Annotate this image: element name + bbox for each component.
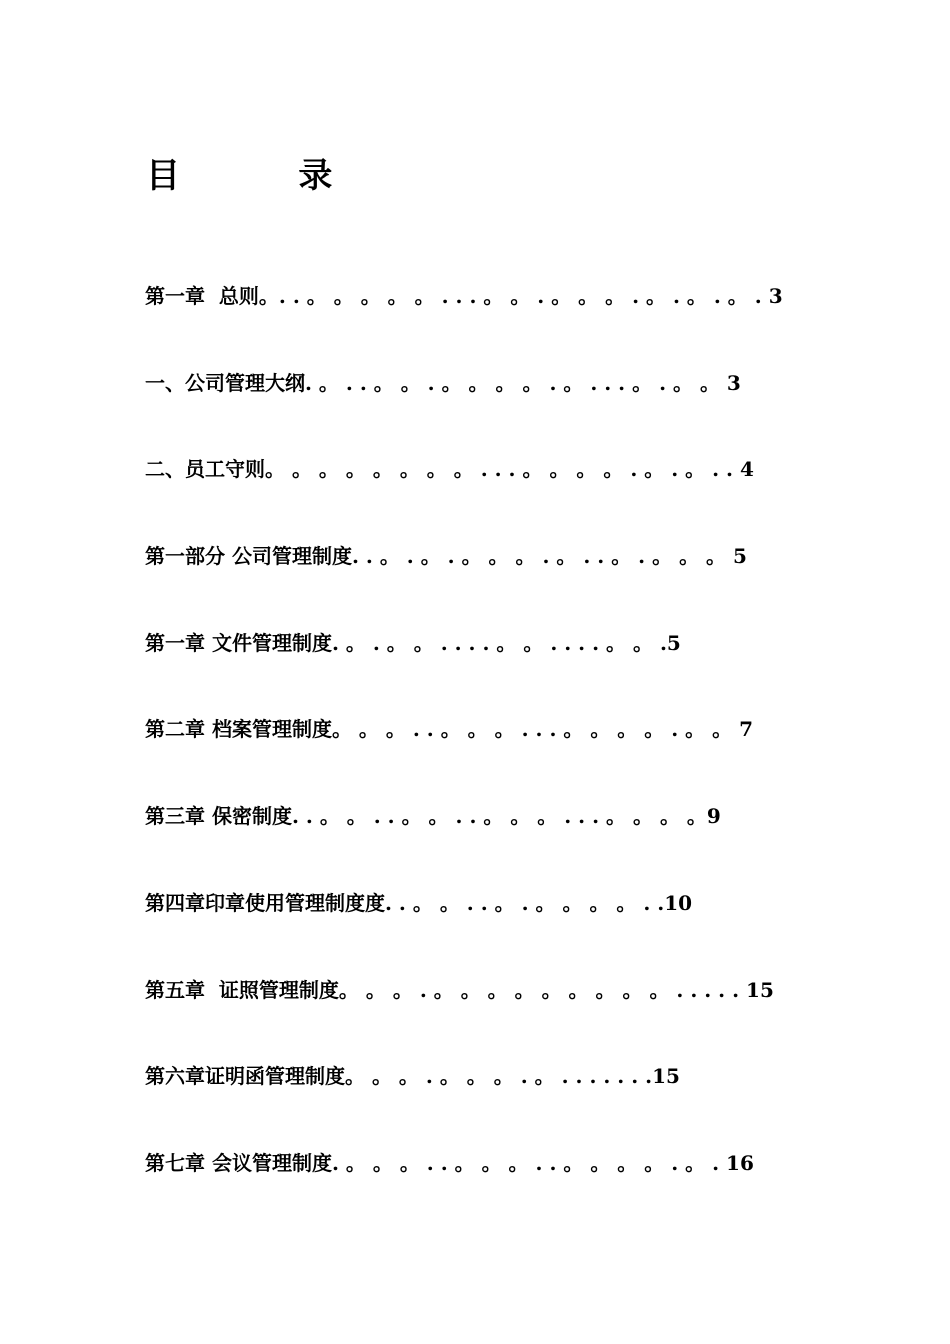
toc-entry[interactable]: 第一章 总则。. . 。 。 。 。 。 . . . 。 。 . 。 。 。 . 。 . 。 . 。 . 3 [145,284,783,308]
toc-list [145,278,845,1232]
toc-entry[interactable]: 第七章 会议管理制度. 。 。 。 . . 。 。 。 . . 。 。 。 。 . 。 . 16 [145,1150,754,1175]
toc-entry[interactable]: 第一章 文件管理制度. 。 . 。 。 . . . . 。 。 . . . . 。 。 .5 [145,630,681,655]
toc-entry[interactable]: 第一部分 公司管理制度. . 。 . 。 . 。 。 。 . 。 . . 。 . 。 。 。 5 [145,544,747,569]
toc-entry[interactable]: 第四章印章使用管理制度度. . 。 。 . . 。 . 。 。 。 。 . .10 [145,890,693,915]
toc-title: 目 录 [146,156,333,196]
toc-entry[interactable]: 第三章 保密制度. . 。 。 . . 。 。 . . 。 。 。 . . . 。 。 。 。9 [145,804,721,829]
toc-entry[interactable]: 二、员工守则。 。 。 。 。 。 。 。 . . . 。 。 。 。 . 。 . 。 . . 4 [145,457,754,482]
toc-entry[interactable]: 第五章 证照管理制度。 。 。 . 。 。 。 。 。 。 。 。 。 . . . . . 15 [145,977,774,1002]
toc-entry[interactable]: 第二章 档案管理制度。 。 。 . . 。 。 。 . . . 。 。 。 。 . 。 。 7 [145,717,753,742]
toc-entry[interactable]: 第六章证明函管理制度。 。 。 . 。 。 。 . 。 . . . . . . .15 [145,1064,680,1089]
toc-entry[interactable]: 一、公司管理大纲. 。 . . 。 。 . 。 。 。 。 . 。 . . . 。 . 。 。 3 [145,370,741,395]
